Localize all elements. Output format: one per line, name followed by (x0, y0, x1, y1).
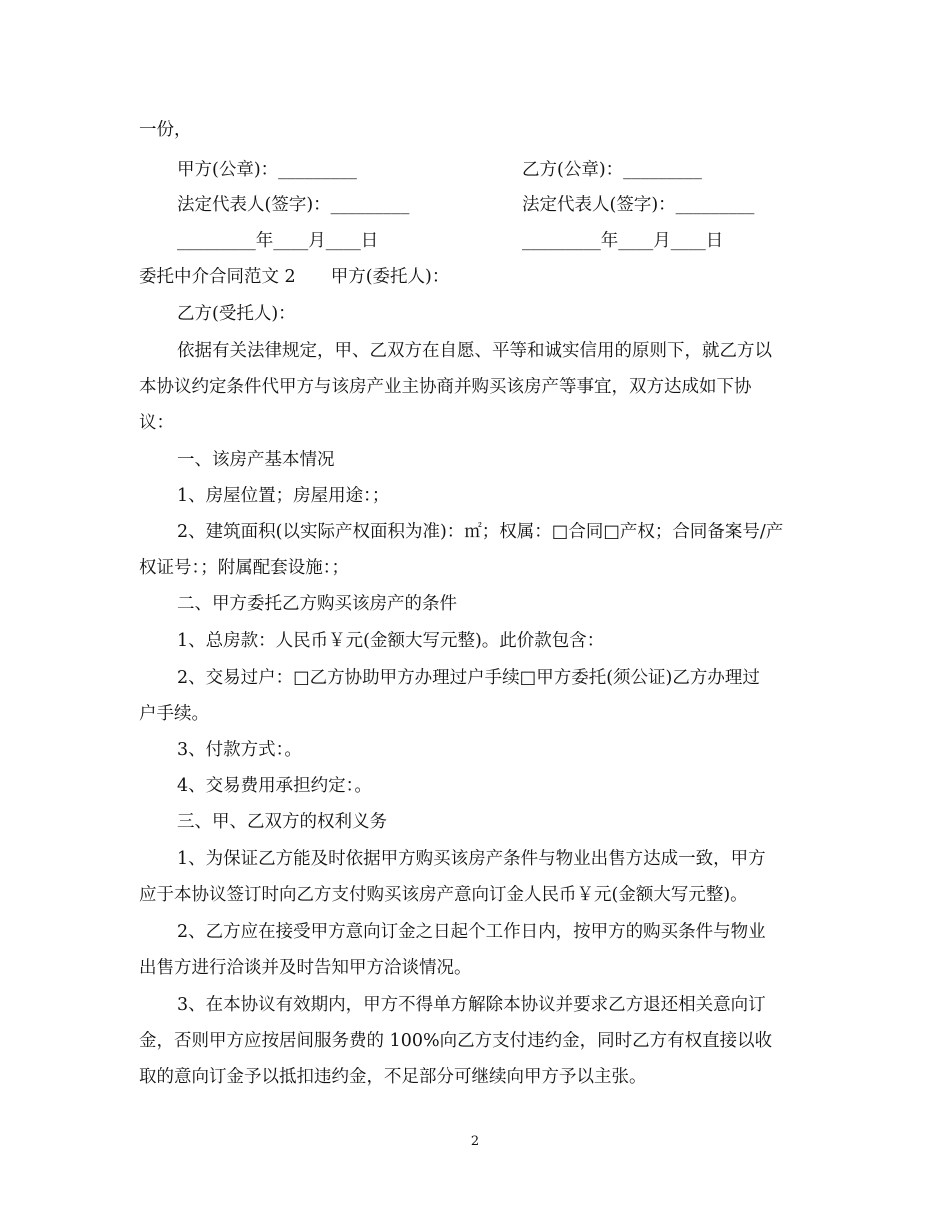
party-b-rep-signature-field: 法定代表人(签字)：_________ (522, 195, 755, 215)
section-title: 委托中介合同范文 2 甲方(委托人)： (139, 267, 450, 287)
party-a-seal-field: 甲方(公章)：_________ (177, 160, 357, 180)
clause-line: 2、建筑面积(以实际产权面积为准)：㎡；权属：□合同□产权；合同备案号/产 (177, 522, 784, 542)
clause-line: 金，否则甲方应按居间服务费的 100%向乙方支付违约金，同时乙方有权直接以收 (139, 1031, 773, 1051)
section-heading: 二、甲方委托乙方购买该房产的条件 (177, 594, 457, 614)
clause-line: 应于本协议签订时向乙方支付购买该房产意向订金人民币￥元(金额大写元整)。 (139, 885, 748, 905)
text-line: 一份， (139, 120, 192, 140)
section-heading: 一、该房产基本情况 (177, 450, 335, 470)
party-b-seal-field: 乙方(公章)：_________ (522, 160, 702, 180)
party-a-date-field: _________年____月____日 (177, 231, 379, 251)
clause-line: 出售方进行洽谈并及时告知甲方洽谈情况。 (139, 958, 472, 978)
clause-line: 2、交易过户：□乙方协助甲方办理过户手续□甲方委托(须公证)乙方办理过 (177, 668, 760, 688)
paragraph-line: 本协议约定条件代甲方与该房产业主协商并购买该房产等事宜，双方达成如下协 (139, 377, 752, 397)
clause-line: 4、交易费用承担约定：。 (177, 776, 372, 796)
text-line: 乙方(受托人)： (177, 304, 296, 324)
clause-line: 1、房屋位置；房屋用途：； (177, 486, 390, 506)
page-number: 2 (470, 1134, 480, 1149)
clause-line: 3、付款方式：。 (177, 740, 302, 760)
clause-line: 1、为保证乙方能及时依据甲方购买该房产条件与物业出售方达成一致，甲方 (177, 849, 766, 869)
clause-line: 权证号：；附属配套设施：； (139, 558, 349, 578)
clause-line: 取的意向订金予以抵扣违约金，不足部分可继续向甲方予以主张。 (139, 1067, 647, 1087)
section-heading: 三、甲、乙双方的权利义务 (177, 812, 387, 832)
clause-line: 3、在本协议有效期内，甲方不得单方解除本协议并要求乙方退还相关意向订 (177, 995, 766, 1015)
clause-line: 1、总房款：人民币￥元(金额大写元整)。此价款包含： (177, 631, 605, 651)
party-b-date-field: _________年____月____日 (522, 231, 724, 251)
clause-line: 户手续。 (139, 704, 209, 724)
clause-line: 2、乙方应在接受甲方意向订金之日起个工作日内，按甲方的购买条件与物业 (177, 922, 766, 942)
paragraph-line: 依据有关法律规定，甲、乙双方在自愿、平等和诚实信用的原则下，就乙方以 (177, 341, 772, 361)
paragraph-line: 议： (139, 413, 174, 433)
party-a-rep-signature-field: 法定代表人(签字)：_________ (177, 195, 410, 215)
